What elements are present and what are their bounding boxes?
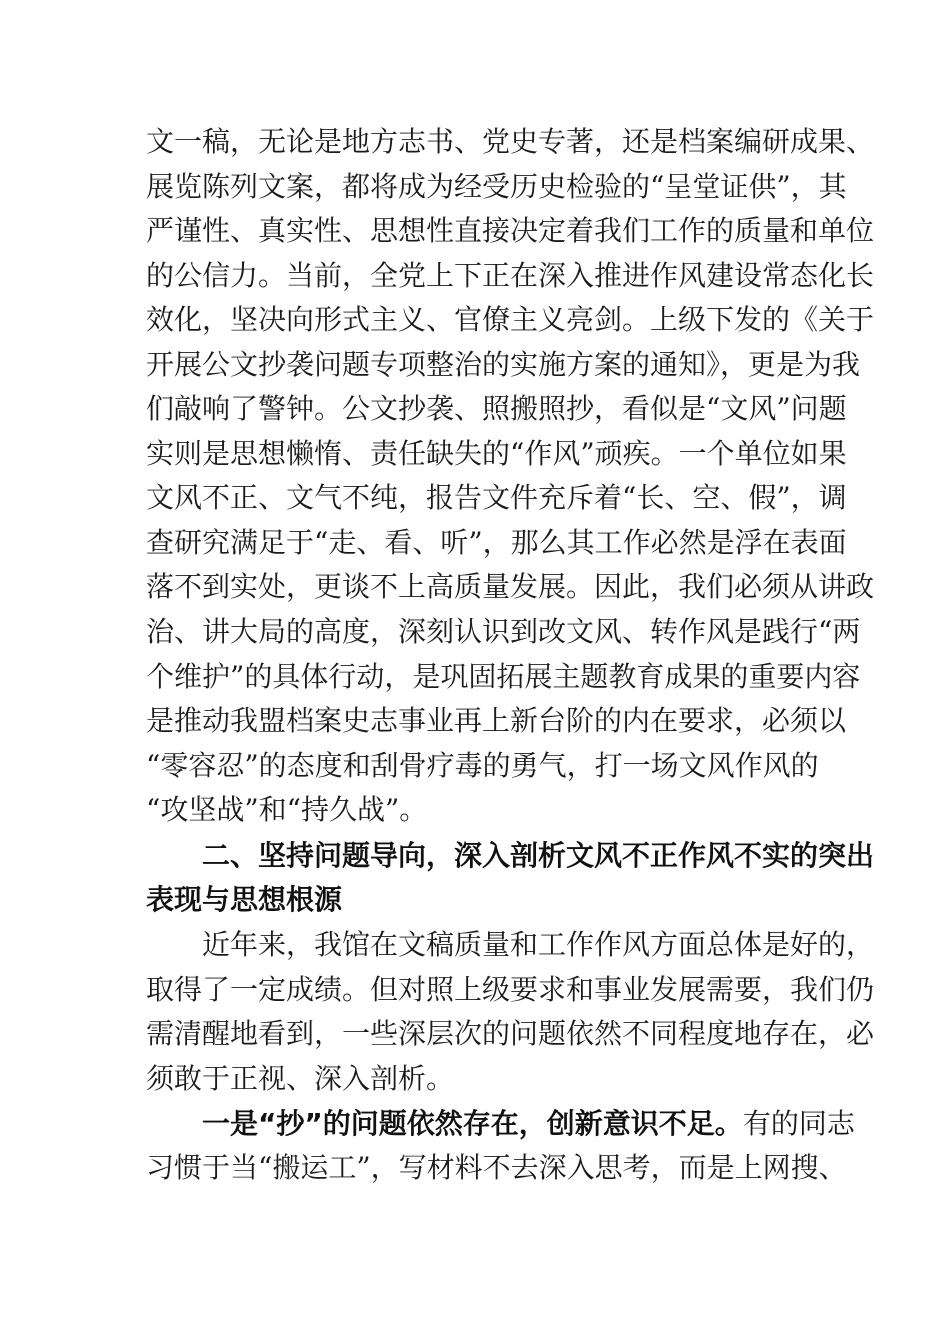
section-heading: 二、坚持问题导向，深入剖析文风不正作风不实的突出 — [202, 839, 875, 872]
body-text-line: 展览陈列文案，都将成为经受历史检验的“呈堂证供”，其 — [146, 170, 847, 203]
body-text-line: 个维护”的具体行动，是巩固拓展主题教育成果的重要内容 — [146, 660, 861, 693]
section-heading-continued: 表现与思想根源 — [146, 883, 343, 916]
body-text-line: 须敢于正视、深入剖析。 — [146, 1062, 455, 1095]
body-text-line: 的公信力。当前，全党上下正在深入推进作风建设常态化长 — [146, 259, 875, 292]
point-text: 有的同志 — [742, 1107, 855, 1140]
body-text-line: 需清醒地看到，一些深层次的问题依然不同程度地存在，必 — [146, 1017, 875, 1050]
body-text-line: 是推动我盟档案史志事业再上新台阶的内在要求，必须以 — [146, 704, 847, 737]
body-text-line: 习惯于当“搬运工”，写材料不去深入思考，而是上网搜、 — [146, 1151, 847, 1184]
body-text-line: “零容忍”的态度和刮骨疗毒的勇气，打一场文风作风的 — [146, 749, 819, 782]
point-paragraph-line — [0, 1104, 950, 1144]
body-text-line: “攻坚战”和“持久战”。 — [146, 793, 428, 826]
body-text-line: 查研究满足于“走、看、听”，那么其工作必然是浮在表面 — [146, 526, 847, 559]
body-text-line: 严谨性、真实性、思想性直接决定着我们工作的质量和单位 — [146, 214, 875, 247]
body-text-line: 近年来，我馆在文稿质量和工作作风方面总体是好的， — [202, 928, 875, 961]
body-text-line: 实则是思想懒惰、责任缺失的“作风”顽疾。一个单位如果 — [146, 437, 847, 470]
body-text-line: 开展公文抄袭问题专项整治的实施方案的通知》，更是为我 — [146, 348, 861, 381]
body-text-line: 文风不正、文气不纯，报告文件充斥着“长、空、假”，调 — [146, 481, 847, 514]
body-text-line: 效化，坚决向形式主义、官僚主义亮剑。上级下发的《关于 — [146, 303, 875, 336]
point-lead: 一是“抄”的问题依然存在，创新意识不足。 — [202, 1107, 743, 1140]
body-text-line: 们敲响了警钟。公文抄袭、照搬照抄，看似是“文风”问题 — [146, 392, 847, 425]
body-text-line: 取得了一定成绩。但对照上级要求和事业发展需要，我们仍 — [146, 973, 875, 1006]
body-text-line: 落不到实处，更谈不上高质量发展。因此，我们必须从讲政 — [146, 570, 875, 603]
body-text-line: 治、讲大局的高度，深刻认识到改文风、转作风是践行“两 — [146, 615, 861, 648]
body-text-line: 文一稿，无论是地方志书、党史专著，还是档案编研成果、 — [146, 125, 875, 158]
